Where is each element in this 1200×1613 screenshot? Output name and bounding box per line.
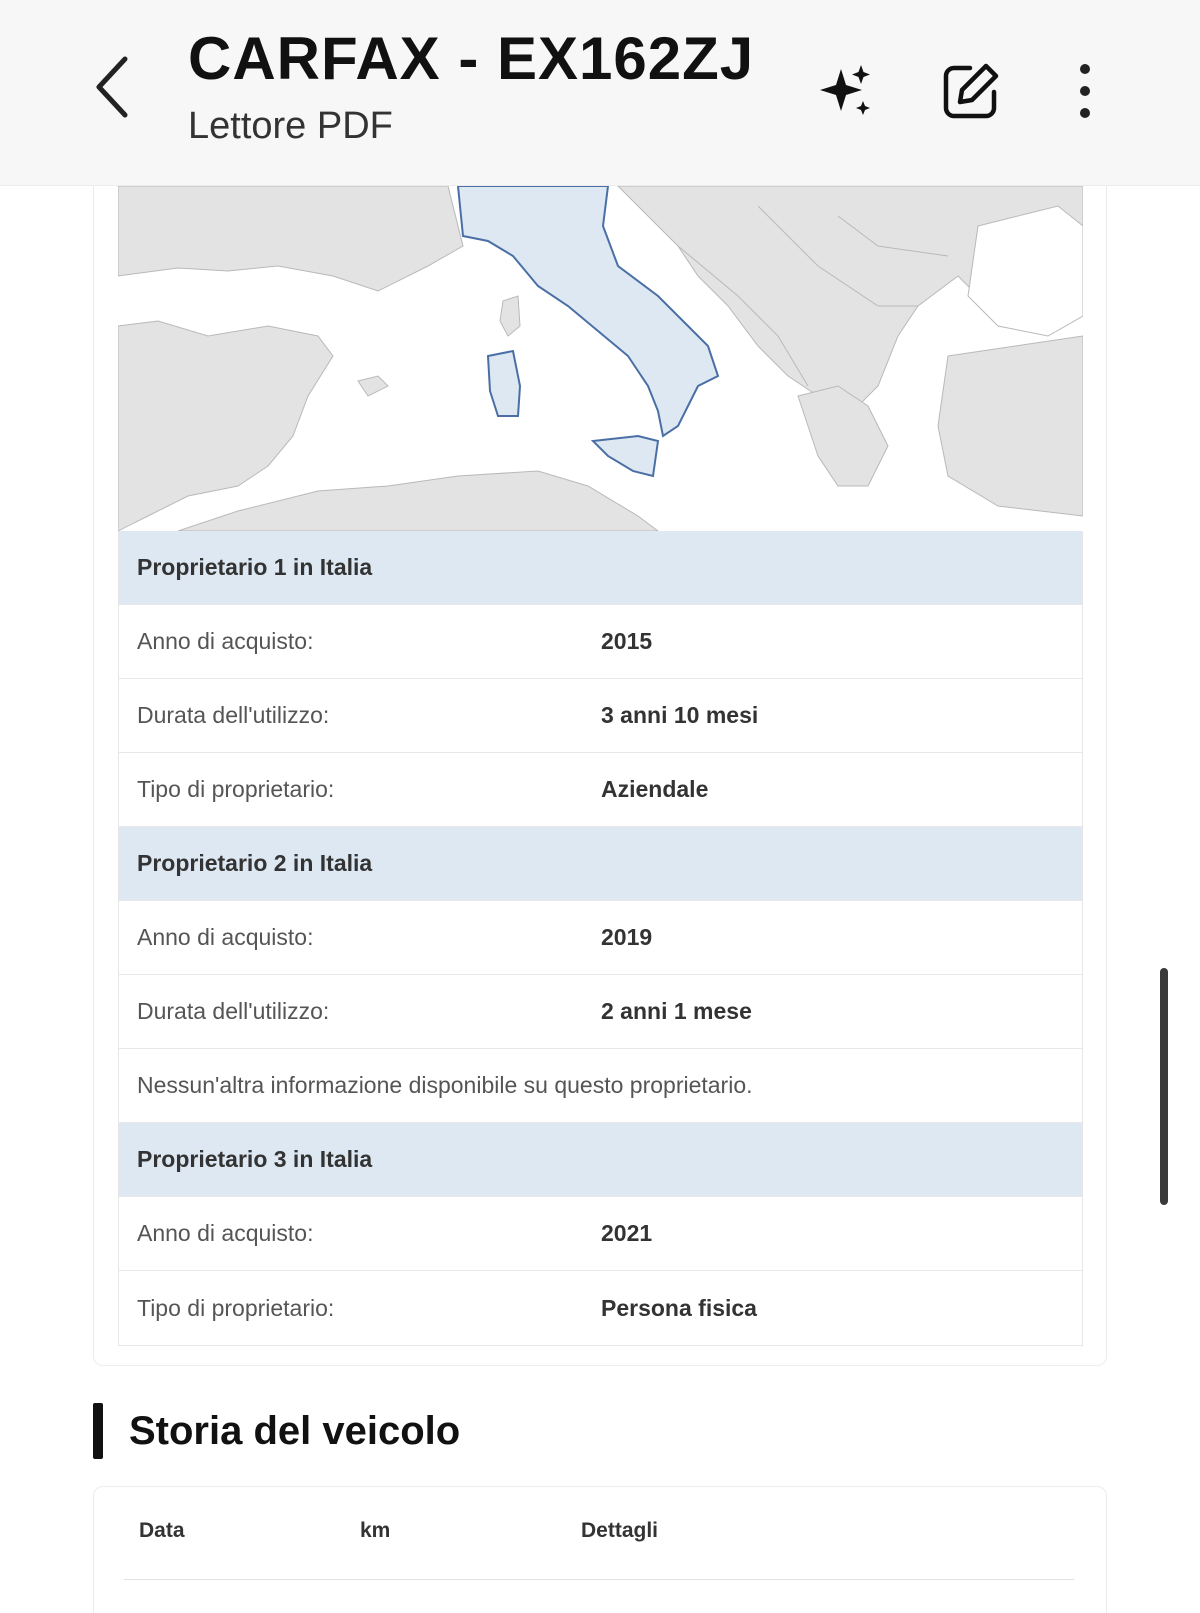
owner-2-row-usage-duration: [119, 975, 1082, 1049]
row-label: Tipo di proprietario:: [137, 1294, 335, 1321]
row-label: Durata dell'utilizzo:: [137, 998, 330, 1024]
document-title: CARFAX - EX162ZJ: [188, 25, 755, 92]
vehicle-history-title: Storia del veicolo: [129, 1408, 461, 1453]
ai-assist-button[interactable]: [812, 56, 882, 126]
back-button[interactable]: [88, 52, 138, 122]
row-label: Anno di acquisto:: [137, 1220, 314, 1246]
history-table-header: [94, 1487, 1106, 1577]
europe-map-graphic: [118, 186, 1083, 531]
row-label: Tipo di proprietario:: [137, 776, 335, 802]
owner-3-heading: Proprietario 3 in Italia: [119, 1123, 1082, 1197]
row-value: 2015: [601, 628, 653, 654]
owner-2-note: Nessun'altra informazione disponibile su questo proprietario.: [119, 1049, 1082, 1123]
ownership-map: [118, 186, 1083, 531]
column-header-date: Data: [139, 1519, 185, 1542]
row-label: Durata dell'utilizzo:: [137, 702, 330, 728]
row-value: Aziendale: [601, 776, 709, 802]
header-divider: [124, 1579, 1074, 1580]
back-arrow-icon: [93, 55, 133, 119]
owner-2-row-purchase-year: [119, 901, 1082, 975]
owners-table: [118, 531, 1083, 1346]
row-value: 2 anni 1 mese: [601, 998, 752, 1024]
column-header-km: km: [360, 1519, 391, 1542]
row-value: 2019: [601, 924, 653, 950]
owner-1-row-purchase-year: [119, 605, 1082, 679]
row-value: 3 anni 10 mesi: [601, 702, 759, 728]
row-label: Anno di acquisto:: [137, 628, 314, 654]
more-vertical-icon: [1075, 61, 1095, 121]
more-options-button[interactable]: [1050, 56, 1120, 126]
row-value: 2021: [601, 1220, 653, 1246]
column-header-details: Dettagli: [581, 1519, 659, 1542]
owner-1-heading: Proprietario 1 in Italia: [119, 531, 1082, 605]
row-label: Anno di acquisto:: [137, 924, 314, 950]
vehicle-history-table: [93, 1486, 1107, 1613]
edit-icon: [940, 60, 1002, 122]
heading-accent-bar: [93, 1403, 103, 1459]
app-subtitle: Lettore PDF: [188, 105, 393, 147]
owner-2-heading: Proprietario 2 in Italia: [119, 827, 1082, 901]
owner-3-row-purchase-year: [119, 1197, 1082, 1271]
owner-1-row-owner-type: [119, 753, 1082, 827]
ai-sparkle-icon: [817, 61, 877, 121]
scrollbar-thumb[interactable]: [1160, 968, 1168, 1205]
owner-3-row-owner-type: [119, 1271, 1082, 1345]
edit-button[interactable]: [936, 56, 1006, 126]
vehicle-history-heading: [93, 1403, 460, 1459]
app-bar: [0, 0, 1200, 186]
title-block: [188, 26, 754, 146]
row-value: Persona fisica: [601, 1294, 757, 1321]
owner-1-row-usage-duration: [119, 679, 1082, 753]
